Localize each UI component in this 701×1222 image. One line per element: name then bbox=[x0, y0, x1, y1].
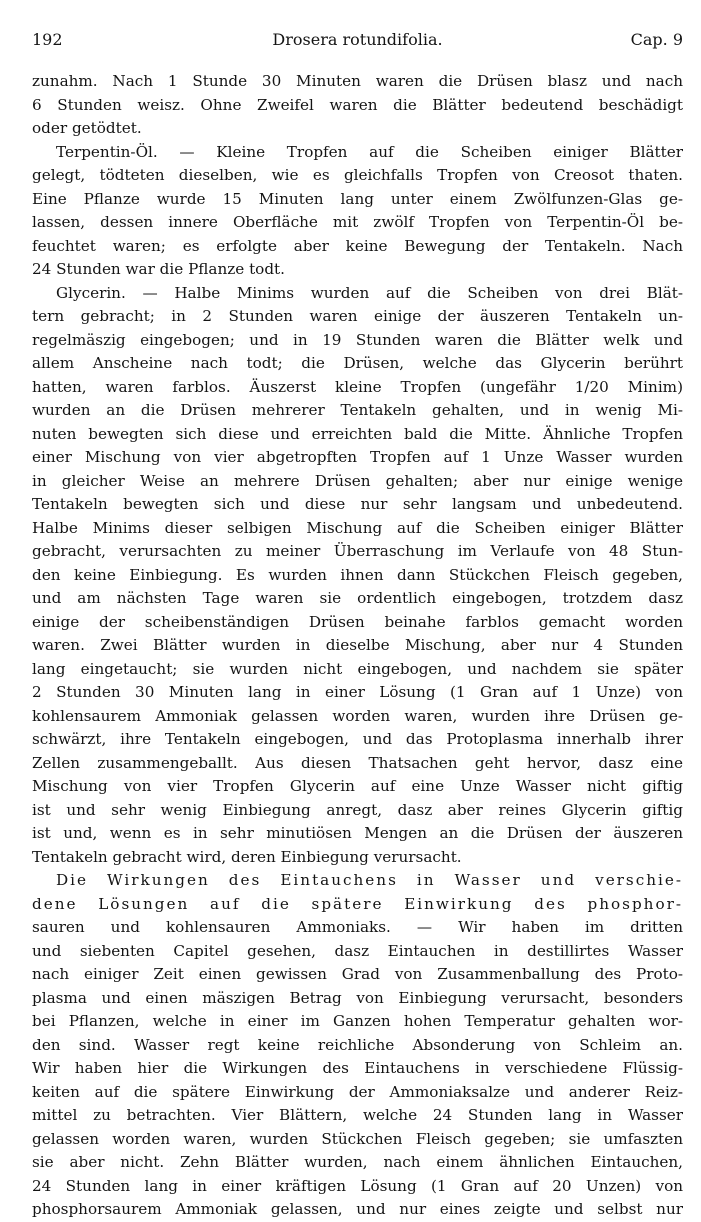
text-line: lang eingetaucht; sie wurden nicht eingebogen, und nachdem sie später bbox=[32, 659, 683, 678]
text-line: zunahm. Nach 1 Stunde 30 Minuten waren die Drüsen blasz und nach bbox=[32, 72, 683, 90]
text-line: hatten, waren farblos. Äuszerst kleine Tropfen (ungefähr 1/20 Minim) bbox=[32, 377, 683, 396]
text-line: bei Pflanzen, welche in einer im Ganzen hohen Temperatur gehalten wor- bbox=[32, 1012, 683, 1030]
text-line: phosphorsaurem Ammoniak gelassen, und nur eines zeigte und selbst nur bbox=[32, 1200, 683, 1218]
text-line: lassen, dessen innere Oberfläche mit zwölf Tropfen von Terpentin-Öl be- bbox=[32, 213, 683, 231]
text-line: Zellen zusammengeballt. Aus diesen Thatsachen geht hervor, dasz eine bbox=[32, 753, 683, 772]
text-line: ist und, wenn es in sehr minutiösen Mengen an die Drüsen der äuszeren bbox=[32, 824, 683, 842]
text-line: ist und sehr wenig Einbiegung anregt, dasz aber reines Glycerin giftig bbox=[32, 800, 683, 819]
text-line: in gleicher Weise an mehrere Drüsen gehalten; aber nur einige wenige bbox=[32, 471, 683, 490]
text-line: dene Lösungen auf die spätere Einwirkung des phosphor- bbox=[32, 894, 683, 913]
text-line: schwärzt, ihre Tentakeln eingebogen, und das Protoplasma innerhalb ihrer bbox=[32, 730, 683, 748]
text-line: 24 Stunden war die Pflanze todt. bbox=[32, 260, 285, 278]
text-line: Mischung von vier Tropfen Glycerin auf eine Unze Wasser nicht giftig bbox=[32, 777, 683, 795]
text-line: einer Mischung von vier abgetropften Tropfen auf 1 Unze Wasser wurden bbox=[32, 448, 683, 466]
text-line: den sind. Wasser regt keine reichliche Absonderung von Schleim an. bbox=[32, 1035, 683, 1054]
text-line: Die Wirkungen des Eintauchens in Wasser und verschie- bbox=[56, 871, 683, 889]
text-line: plasma und einen mäszigen Betrag von Einbiegung verursacht, besonders bbox=[32, 988, 683, 1007]
text-line: 6 Stunden weisz. Ohne Zweifel waren die Blätter bedeutend beschädigt bbox=[32, 95, 683, 114]
text-line: und am nächsten Tage waren sie ordentlich eingebogen, trotzdem dasz bbox=[32, 589, 683, 607]
text-line: Glycerin. — Halbe Minims wurden auf die Scheiben von drei Blät- bbox=[56, 283, 683, 302]
text-line: regelmäszig eingebogen; und in 19 Stunden waren die Blätter welk und bbox=[32, 330, 683, 349]
text-line: gelassen worden waren, wurden Stückchen Fleisch gegeben; sie umfaszten bbox=[32, 1129, 683, 1148]
text-line: wurden an die Drüsen mehrerer Tentakeln gehalten, und in wenig Mi- bbox=[32, 401, 683, 419]
text-line: waren. Zwei Blätter wurden in dieselbe Mischung, aber nur 4 Stunden bbox=[32, 636, 683, 654]
text-line: Halbe Minims dieser selbigen Mischung auf die Scheiben einiger Blätter bbox=[32, 518, 683, 537]
chapter-label: Cap. 9 bbox=[630, 30, 683, 49]
text-line: und siebenten Capitel gesehen, dasz Eintauchen in destillirtes Wasser bbox=[32, 941, 683, 960]
text-line: allem Anscheine nach todt; die Drüsen, welche das Glycerin berührt bbox=[32, 354, 683, 372]
text-line: kohlensaurem Ammoniak gelassen worden waren, wurden ihre Drüsen ge- bbox=[32, 706, 683, 725]
text-line: sauren und kohlensauren Ammoniaks. — Wir haben im dritten bbox=[32, 918, 683, 936]
text-line: gelegt, tödteten dieselben, wie es gleichfalls Tropfen von Creosot thaten. bbox=[32, 166, 683, 184]
running-header bbox=[32, 30, 683, 54]
text-line: feuchtet waren; es erfolgte aber keine Bewegung der Tentakeln. Nach bbox=[32, 236, 683, 255]
text-line: nach einiger Zeit einen gewissen Grad von Zusammenballung des Proto- bbox=[32, 965, 683, 983]
text-line: tern gebracht; in 2 Stunden waren einige der äuszeren Tentakeln un- bbox=[32, 307, 683, 325]
text-line: oder getödtet. bbox=[32, 119, 142, 137]
text-line: einige der scheibenständigen Drüsen beinahe farblos gemacht worden bbox=[32, 612, 683, 631]
text-line: 24 Stunden lang in einer kräftigen Lösung (1 Gran auf 20 Unzen) von bbox=[32, 1176, 683, 1195]
text-line: den keine Einbiegung. Es wurden ihnen dann Stückchen Fleisch gegeben, bbox=[32, 565, 683, 584]
text-line: gebracht, verursachten zu meiner Überraschung im Verlaufe von 48 Stun- bbox=[32, 542, 683, 560]
body-text bbox=[32, 70, 683, 1222]
text-line: sie aber nicht. Zehn Blätter wurden, nach einem ähnlichen Eintauchen, bbox=[32, 1153, 683, 1171]
text-line: nuten bewegten sich diese und erreichten bald die Mitte. Ähnliche Tropfen bbox=[32, 424, 683, 443]
text-line: Tentakeln bewegten sich und diese nur sehr langsam und unbedeutend. bbox=[32, 495, 683, 513]
text-line: Terpentin-Öl. — Kleine Tropfen auf die Scheiben einiger Blätter bbox=[56, 142, 683, 161]
page-number: 192 bbox=[32, 30, 63, 49]
text-line: Tentakeln gebracht wird, deren Einbiegung verursacht. bbox=[32, 847, 462, 866]
text-line: Wir haben hier die Wirkungen des Eintauchens in verschiedene Flüssig- bbox=[32, 1059, 683, 1077]
text-line: Eine Pflanze wurde 15 Minuten lang unter einem Zwölfunzen-Glas ge- bbox=[32, 189, 683, 208]
text-line: keiten auf die spätere Einwirkung der Ammoniaksalze und anderer Reiz- bbox=[32, 1082, 683, 1101]
running-title: Drosera rotundifolia. bbox=[272, 30, 443, 49]
text-line: 2 Stunden 30 Minuten lang in einer Lösung (1 Gran auf 1 Unze) von bbox=[32, 683, 683, 701]
text-line: mittel zu betrachten. Vier Blättern, welche 24 Stunden lang in Wasser bbox=[32, 1106, 683, 1124]
